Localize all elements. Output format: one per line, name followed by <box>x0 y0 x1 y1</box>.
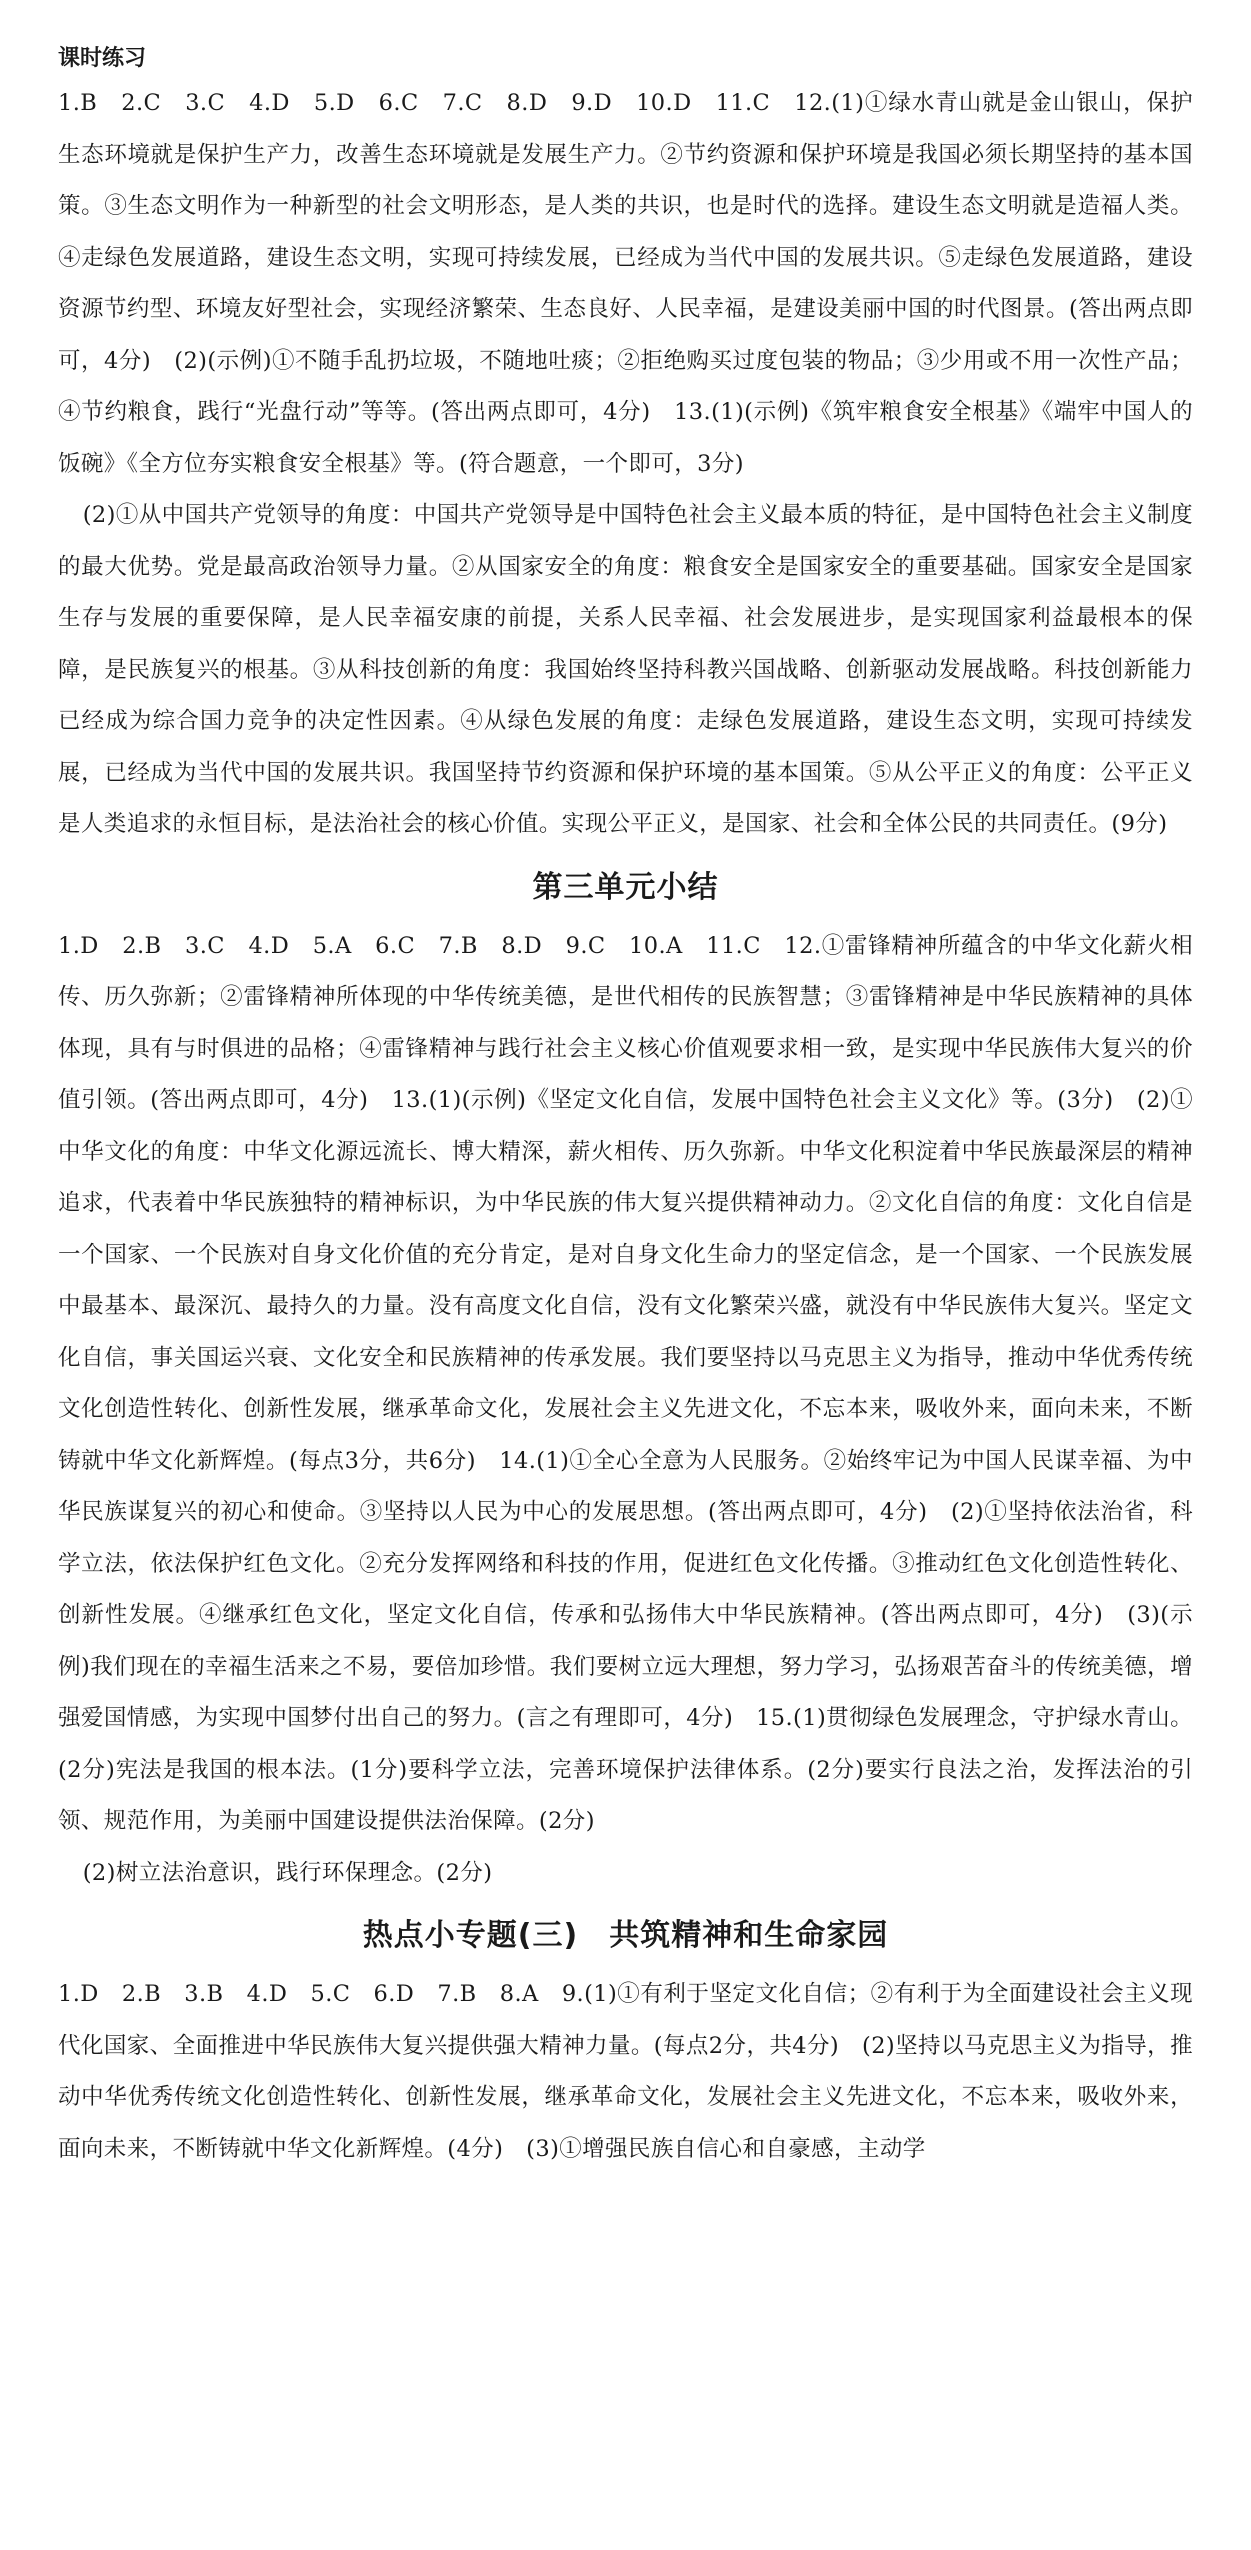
answer-paragraph: (2)树立法治意识，践行环保理念。(2分) <box>82 1859 493 1886</box>
section-heading: 热点小专题(三) 共筑精神和生命家园 <box>362 1918 889 1953</box>
answer-paragraph: 1.B 2.C 3.C 4.D 5.D 6.C 7.C 8.D 9.D 10.D 11.C 12.(1)①绿水青山就是金山银山，保护生态环境就是保护生产力，改善生态环境就是发展生产力。②节约资源和保护环境是我国必须长期坚持的基本国策。③生态文明作为一种新型的社会文明形态，是人类的共识，也是时代的选择。建设生态文明就是造福人类。④走绿色发展道路，建设生态文明，实现可持续发展，已经成为当代中国的发展共识。⑤走绿色发展道路，建设资源节约型、环境友好型社会，实现经济繁荣、生态良好、人民幸福，是建设美丽中国的时代图景。(答出两点即可，4分) (2)(示例)①不随手乱扔垃圾，不随地吐痰；②拒绝购买过度包装的物品；③少用或不用一次性产品；④节约粮食，践行“光盘行动”等等。(答出两点即可，4分) 13.(1)(示例)《筑牢粮食安全根基》《端牢中国人的饭碗》《全方位夯实粮食安全根基》等。(符合题意，一个即可，3分) <box>58 90 1193 477</box>
answer-paragraph: 1.D 2.B 3.C 4.D 5.A 6.C 7.B 8.D 9.C 10.A 11.C 12.①雷锋精神所蕴含的中华文化薪火相传、历久弥新；②雷锋精神所体现的中华传统美德，是世代相传的民族智慧；③雷锋精神是中华民族精神的具体体现，具有与时俱进的品格；④雷锋精神与践行社会主义核心价值观要求相一致，是实现中华民族伟大复兴的价值引领。(答出两点即可，4分) 13.(1)(示例)《坚定文化自信，发展中国特色社会主义文化》等。(3分) (2)①中华文化的角度：中华文化源远流长、博大精深，薪火相传、历久弥新。中华文化积淀着中华民族最深层的精神追求，代表着中华民族独特的精神标识，为中华民族的伟大复兴提供精神动力。②文化自信的角度：文化自信是一个国家、一个民族对自身文化价值的充分肯定，是对自身文化生命力的坚定信念，是一个国家、一个民族发展中最基本、最深沉、最持久的力量。没有高度文化自信，没有文化繁荣兴盛，就没有中华民族伟大复兴。坚定文化自信，事关国运兴衰、文化安全和民族精神的传承发展。我们要坚持以马克思主义为指导，推动中华优秀传统文化创造性转化、创新性发展，继承革命文化，发展社会主义先进文化，不忘本来，吸收外来，面向未来，不断铸就中华文化新辉煌。(每点3分，共6分) 14.(1)①全心全意为人民服务。②始终牢记为中国人民谋幸福、为中华民族谋复兴的初心和使命。③坚持以人民为中心的发展思想。(答出两点即可，4分) (2)①坚持依法治省，科学立法，依法保护红色文化。②充分发挥网络和科技的作用，促进红色文化传播。③推动红色文化创造性转化、创新性发展。④继承红色文化，坚定文化自信，传承和弘扬伟大中华民族精神。(答出两点即可，4分) (3)(示例)我们现在的幸福生活来之不易，要倍加珍惜。我们要树立远大理想，努力学习，弘扬艰苦奋斗的传统美德，增强爱国情感，为实现中国梦付出自己的努力。(言之有理即可，4分) 15.(1)贯彻绿色发展理念，守护绿水青山。(2分)宪法是我国的根本法。(1分)要科学立法，完善环境保护法律体系。(2分)要实行良法之治，发挥法治的引领、规范作用，为美丽中国建设提供法治保障。(2分) <box>58 932 1193 1834</box>
answer-paragraph: 1.D 2.B 3.B 4.D 5.C 6.D 7.B 8.A 9.(1)①有利于坚定文化自信；②有利于为全面建设社会主义现代化国家、全面推进中华民族伟大复兴提供强大精神力量。(每点2分，共4分) (2)坚持以马克思主义为指导，推动中华优秀传统文化创造性转化、创新性发展，继承革命文化，发展社会主义先进文化，不忘本来，吸收外来，面向未来，不断铸就中华文化新辉煌。(4分) (3)①增强民族自信心和自豪感，主动学 <box>58 1981 1193 2162</box>
section-label: 课时练习 <box>58 46 147 71</box>
answer-paragraph: (2)①从中国共产党领导的角度：中国共产党领导是中国特色社会主义最本质的特征，是中国特色社会主义制度的最大优势。党是最高政治领导力量。②从国家安全的角度：粮食安全是国家安全的重要基础。国家安全是国家生存与发展的重要保障，是人民幸福安康的前提，关系人民幸福、社会发展进步，是实现国家利益最根本的保障，是民族复兴的根基。③从科技创新的角度：我国始终坚持科教兴国战略、创新驱动发展战略。科技创新能力已经成为综合国力竞争的决定性因素。④从绿色发展的角度：走绿色发展道路，建设生态文明，实现可持续发展，已经成为当代中国的发展共识。我国坚持节约资源和保护环境的基本国策。⑤从公平正义的角度：公平正义是人类追求的永恒目标，是法治社会的核心价值。实现公平正义，是国家、社会和全体公民的共同责任。(9分) <box>58 502 1193 837</box>
section-heading: 第三单元小结 <box>532 869 719 905</box>
